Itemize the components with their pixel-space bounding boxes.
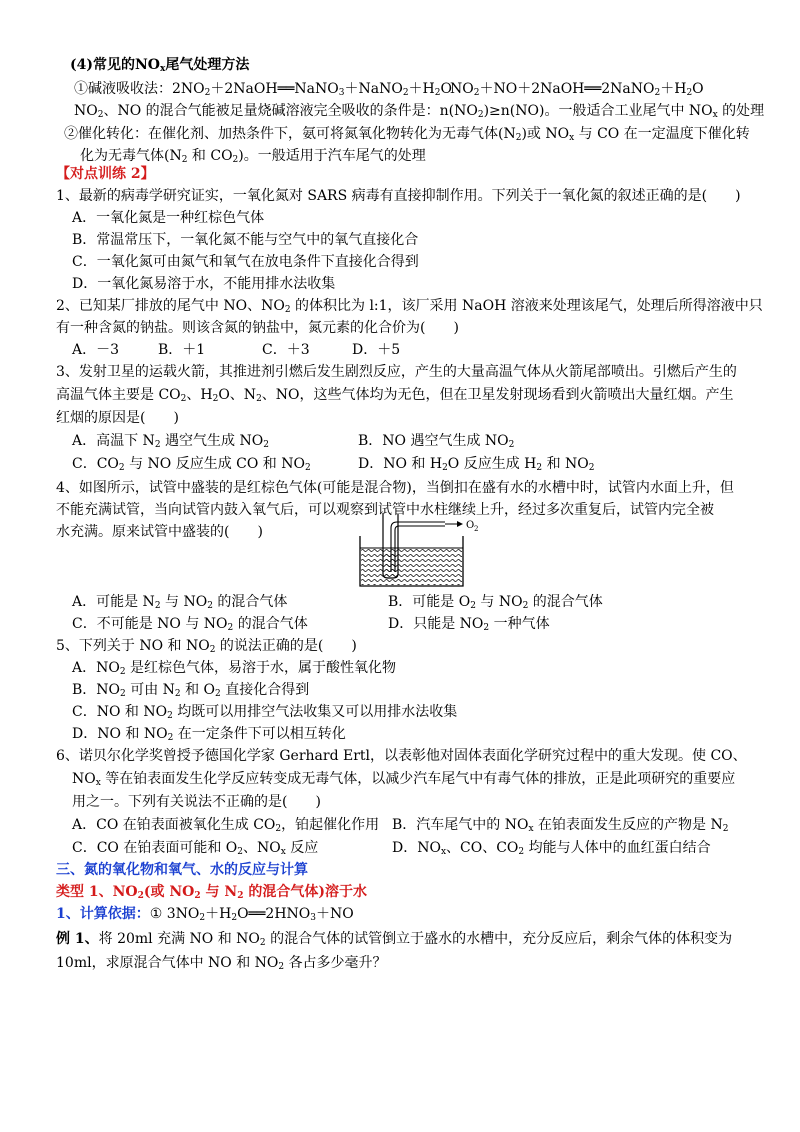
type-1-title: 类型 1、$NO_2$(或 $NO_2$ 与 $N_2$ 的混合气体)溶于水: [56, 884, 367, 901]
question-4-option-c: C．不可能是 NO 与 $NO_2$ 的混合气体: [72, 616, 308, 633]
example-1-label: 例 1、: [56, 931, 99, 947]
question-2-option-a: A．－3: [72, 342, 120, 358]
question-5-option-a: A．$NO_2$ 是红棕色气体，易溶于水，属于酸性氧化物: [72, 660, 397, 677]
question-6-stem-3: 用之一。下列有关说法不正确的是( ): [72, 794, 321, 810]
question-3-option-c: C．$CO_2$ 与 NO 反应生成 CO 和 $NO_2$: [72, 456, 311, 473]
question-5-option-c: C．NO 和 $NO_2$ 均既可以用排空气法收集又可以用排水法收集: [72, 704, 458, 721]
question-2-stem-1: 2、已知某厂排放的尾气中 NO、$NO_2$ 的体积比为 l:1，该厂采用 NaOH 溶液来处理该尾气，处理后所得溶液中只: [56, 298, 763, 315]
alkali-absorption-equation-1: ①碱液吸收法：$2NO_2+2NaOH══NaNO_3+NaNO_2+H_2O$: [74, 81, 452, 98]
absorption-condition-text: $NO_2$、NO 的混合气能被足量烧碱溶液完全吸收的条件是：$n(NO_2)\ge n(NO)$。一般适合工业尾气中 $NO_x$ 的处理: [74, 103, 765, 120]
section-heading: (4)常见的$NO_x$尾气处理方法: [70, 57, 250, 74]
calculation-basis-formula: ① $3NO_2+H_2O══2HNO_3+NO$: [149, 906, 354, 923]
question-4-option-b: B．可能是 $O_2$ 与 $NO_2$ 的混合气体: [388, 594, 603, 611]
part-3-title: 三、氮的氧化物和氧气、水的反应与计算: [56, 862, 308, 878]
question-6-stem-2: $NO_x$ 等在铂表面发生化学反应转变成无毒气体，以减少汽车尾气中有毒气体的排放，正是此项研究的重要应: [72, 771, 736, 788]
water-surface: [361, 548, 462, 585]
question-2-stem-2: 有一种含氮的钠盐。则该含氮的钠盐中，氮元素的化合价为( ): [56, 320, 459, 336]
question-6-option-a: A．CO 在铂表面被氧化生成 $CO_2$，铂起催化作用: [72, 817, 380, 834]
question-6-option-c: C．CO 在铂表面可能和 $O_2$、$NO_x$ 反应: [72, 840, 319, 857]
question-5-option-b: B．$NO_2$ 可由 $N_2$ 和 $O_2$ 直接化合得到: [72, 682, 310, 699]
question-4-stem-3: 水充满。原来试管中盛装的( ): [56, 524, 263, 540]
training-title: 【对点训练 2】: [56, 166, 155, 182]
question-5-option-d: D．NO 和 $NO_2$ 在一定条件下可以相互转化: [72, 726, 346, 743]
question-3-stem-3: 红烟的原因是( ): [56, 410, 179, 426]
example-1-line-2: 10ml，求原混合气体中 NO 和 $NO_2$ 各占多少毫升？: [56, 955, 387, 972]
question-6-stem-1: 6、诺贝尔化学奖曾授予德国化学家 Gerhard Ertl，以表彰他对固体表面化学研究过程中的重大发现。使 CO、: [56, 748, 747, 764]
question-5-stem: 5、下列关于 NO 和 $NO_2$ 的说法正确的是( ): [56, 638, 357, 655]
catalytic-conversion-text-2: 化为无毒气体($N_2$ 和 $CO_2$)。一般适用于汽车尾气的处理: [80, 148, 426, 165]
question-3-stem-1: 3、发射卫星的运载火箭，其推进剂引燃后发生剧烈反应，产生的大量高温气体从火箭尾部喷出。引燃后产生的: [56, 364, 737, 380]
question-3-option-d: D．NO 和 $H_2O$ 反应生成 $H_2$ 和 $NO_2$: [358, 456, 595, 473]
test-tube-trough-figure: [355, 508, 485, 592]
calculation-basis-label: 1、计算依据：: [56, 906, 150, 922]
question-4-option-d: D．只能是 $NO_2$ 一种气体: [388, 616, 550, 633]
question-1-option-a: A．一氧化氮是一种红棕色气体: [72, 210, 265, 226]
question-1-stem: 1、最新的病毒学研究证实，一氧化氮对 SARS 病毒有直接抑制作用。下列关于一氧化氮的叙述正确的是( ): [56, 188, 741, 204]
question-4-stem-2: 不能充满试管，当向试管内鼓入氧气后，可以观察到试管中水柱继续上升，经过多次重复后，试管内完全被: [56, 502, 714, 518]
question-6-option-b: B．汽车尾气中的 $NO_x$ 在铂表面发生反应的产物是 $N_2$: [392, 817, 729, 834]
question-6-option-d: D．$NO_x$、CO、$CO_2$ 均能与人体中的血红蛋白结合: [392, 840, 711, 857]
question-2-option-b: B．＋1: [158, 342, 206, 358]
question-3-option-b: B．NO 遇空气生成 $NO_2$: [358, 433, 515, 450]
question-3-option-a: A．高温下 $N_2$ 遇空气生成 $NO_2$: [72, 433, 269, 450]
question-2-option-c: C．＋3: [262, 342, 310, 358]
question-3-stem-2: 高温气体主要是 $CO_2$、$H_2O$、$N_2$、NO，这些气体均为无色，但在卫星发射现场看到火箭喷出大量红烟。产生: [56, 387, 734, 404]
example-1-line-1: [56, 929, 732, 949]
question-4-option-a: A．可能是 $N_2$ 与 $NO_2$ 的混合气体: [72, 594, 288, 611]
arrow-icon: [457, 521, 463, 527]
oxygen-label-subscript: 2: [474, 525, 479, 533]
alkali-absorption-equation-2: $NO_2+NO+2NaOH══2NaNO_2+H_2O$: [450, 81, 704, 98]
question-4-stem-1: 4、如图所示，试管中盛装的是红棕色气体(可能是混合物)，当倒扣在盛有水的水槽中时，试管内水面上升，但: [56, 480, 734, 496]
question-1-option-b: B．常温常压下，一氧化氮不能与空气中的氧气直接化合: [72, 232, 419, 248]
question-2-option-d: D．＋5: [352, 342, 401, 358]
question-1-option-c: C．一氧化氮可由氮气和氧气在放电条件下直接化合得到: [72, 254, 419, 270]
catalytic-conversion-text: ②催化转化：在催化剂、加热条件下，氨可将氮氧化物转化为无毒气体$(N_2)$或 $NO_x$ 与 CO 在一定温度下催化转: [64, 126, 750, 143]
question-1-option-d: D．一氧化氮易溶于水，不能用排水法收集: [72, 276, 336, 292]
example-1-text-1: 将 20ml 充满 NO 和 $NO_2$ 的混合气体的试管倒立于盛水的水槽中，充分反应后，剩余气体的体积变为: [98, 931, 733, 948]
calculation-basis: [56, 904, 354, 924]
oxygen-label: O: [466, 520, 475, 531]
